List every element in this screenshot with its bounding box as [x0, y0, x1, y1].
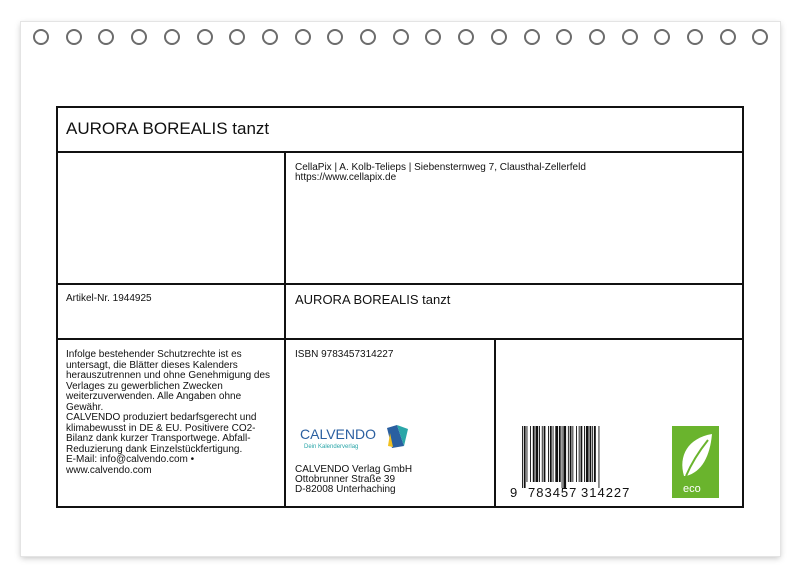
legal-line: Verlages zu gewerblichen Zwecken — [66, 380, 223, 392]
divider — [56, 338, 744, 340]
legal-line: Infolge bestehender Schutzrechte ist es — [66, 349, 242, 360]
binding-hole — [295, 29, 311, 45]
binding-hole — [524, 29, 540, 45]
legal-notice — [66, 350, 278, 476]
publisher-line: CellaPix | A. Kolb-Telieps | Siebensternweg 7, Clausthal-Zellerfeld — [295, 162, 586, 173]
barcode-bar — [533, 426, 535, 482]
eco-label: eco — [683, 483, 701, 495]
binding-hole — [654, 29, 670, 45]
barcode-bar — [559, 426, 561, 482]
barcode-bar — [594, 426, 596, 482]
barcode-bar — [592, 426, 593, 482]
barcode-bar — [542, 426, 543, 482]
legal-line: E-Mail: info@calvendo.com • — [66, 454, 195, 465]
article-number: Artikel-Nr. 1944925 — [66, 293, 152, 304]
legal-line: untersagt, die Blätter dieses Kalenders — [66, 359, 238, 371]
barcode-bar — [563, 426, 566, 488]
legal-line: Gewähr. — [66, 401, 104, 413]
barcode-digits-left: 783457 — [528, 485, 578, 500]
binding-hole — [556, 29, 572, 45]
barcode-digits-right: 314227 — [581, 485, 631, 500]
barcode-bar — [553, 426, 554, 482]
binding-hole — [458, 29, 474, 45]
barcode-bar — [539, 426, 540, 482]
isbn-barcode — [508, 424, 648, 500]
publisher-name: CALVENDO Verlag GmbH — [295, 464, 413, 475]
binding-hole — [752, 29, 768, 45]
barcode-bar — [530, 426, 531, 482]
binding-holes — [0, 29, 800, 47]
legal-line: www.calvendo.com — [66, 464, 152, 476]
publisher-city: D-82008 Unterhaching — [295, 484, 396, 495]
barcode-bar — [562, 426, 563, 488]
binding-hole — [622, 29, 638, 45]
binding-hole — [164, 29, 180, 45]
barcode-bar — [584, 426, 585, 482]
binding-hole — [33, 29, 49, 45]
barcode-bar — [599, 426, 600, 488]
barcode-bar — [572, 426, 573, 482]
divider — [56, 283, 744, 285]
binding-hole — [229, 29, 245, 45]
eco-badge — [672, 426, 719, 498]
binding-hole — [393, 29, 409, 45]
barcode-bar — [576, 426, 577, 482]
binding-hole — [687, 29, 703, 45]
barcode-bar — [586, 426, 589, 482]
barcode-bar — [524, 426, 526, 488]
barcode-bar — [536, 426, 539, 482]
binding-hole — [425, 29, 441, 45]
binding-hole — [262, 29, 278, 45]
barcode-bar — [590, 426, 592, 482]
legal-line: herauszutrennen und ohne Genehmigung des — [66, 370, 271, 381]
binding-hole — [66, 29, 82, 45]
legal-line: weiterzuverwenden. Alle Angaben ohne — [66, 391, 242, 402]
barcode-bars — [522, 426, 599, 488]
binding-hole — [327, 29, 343, 45]
binding-hole — [491, 29, 507, 45]
binding-hole — [98, 29, 114, 45]
barcode-bar — [570, 426, 572, 482]
page-title: AURORA BOREALIS tanzt — [66, 119, 270, 138]
barcode-bar — [579, 426, 580, 482]
barcode-bar — [555, 426, 558, 482]
publisher-url: https://www.cellapix.de — [295, 172, 397, 183]
binding-hole — [131, 29, 147, 45]
divider — [56, 151, 744, 153]
legal-line: CALVENDO produziert bedarfsgerecht und — [66, 412, 257, 423]
binding-hole — [197, 29, 213, 45]
barcode-bar — [550, 426, 552, 482]
barcode-bar — [527, 426, 528, 482]
barcode-bar — [522, 426, 523, 488]
binding-hole — [720, 29, 736, 45]
barcode-bar — [568, 426, 569, 482]
calvendo-logo-text: CALVENDO — [300, 426, 376, 442]
barcode-bar — [548, 426, 549, 482]
legal-line: Bilanz dank kurzer Transportwege. Abfall- — [66, 433, 251, 444]
barcode-bar — [581, 426, 583, 482]
publisher-street: Ottobrunner Straße 39 — [295, 474, 396, 485]
calvendo-logo — [300, 424, 412, 452]
barcode-digit-prefix: 9 — [510, 485, 518, 500]
article-title: AURORA BOREALIS tanzt — [295, 292, 451, 307]
legal-line: klimabewusst in DE & EU. Positivere CO2- — [66, 422, 256, 434]
legal-line: Reduzierung dank Einzelstückfertigung. — [66, 443, 243, 455]
calvendo-logo-tagline: Dein Kalenderverlag — [304, 444, 359, 450]
divider — [494, 338, 496, 508]
binding-hole — [589, 29, 605, 45]
barcode-bar — [544, 426, 546, 482]
divider — [284, 151, 286, 508]
binding-hole — [360, 29, 376, 45]
isbn-label: ISBN 9783457314227 — [295, 349, 394, 360]
